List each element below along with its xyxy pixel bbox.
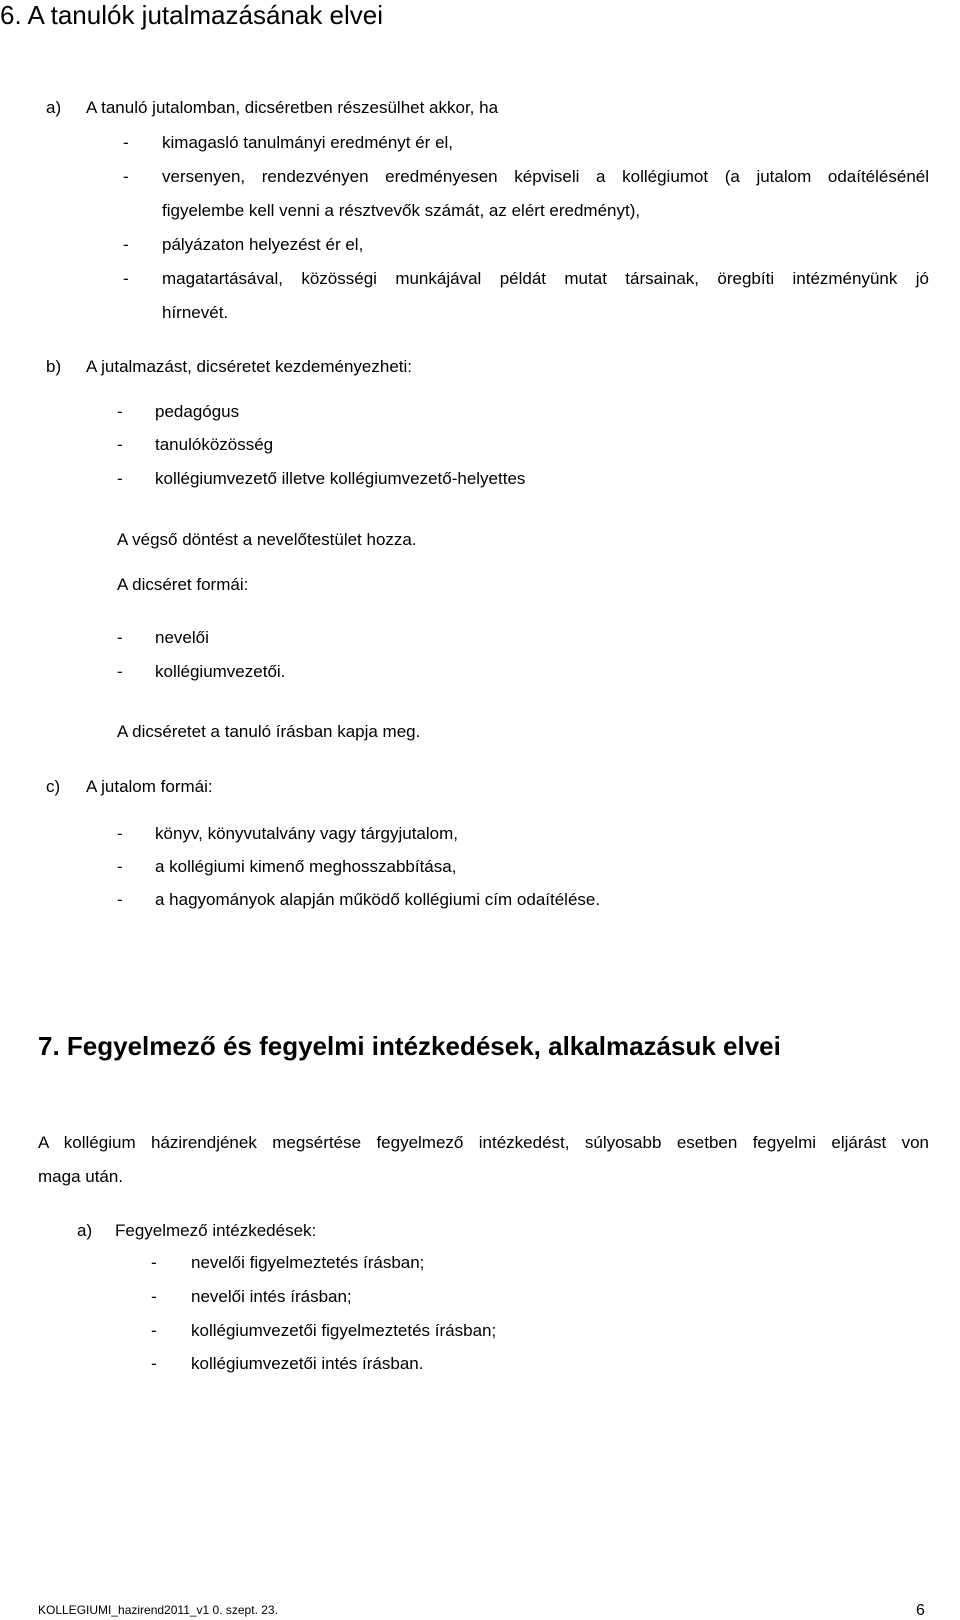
list-marker-a: a) <box>46 98 62 117</box>
list-item: a kollégiumi kimenő meghosszabbítása, <box>155 857 457 876</box>
footer-document-name: KOLLEGIUMI_hazirend2011_v1 0. szept. 23. <box>38 1603 278 1617</box>
disciplinary-measures-title: Fegyelmező intézkedések: <box>115 1221 317 1240</box>
list-marker-b: b) <box>46 357 62 376</box>
list-dash: - <box>123 167 129 186</box>
list-dash: - <box>117 402 123 421</box>
list-item: kollégiumvezető illetve kollégiumvezető-helyettes <box>155 469 526 488</box>
list-item: kollégiumvezetői. <box>155 662 286 681</box>
list-dash: - <box>151 1253 157 1272</box>
list-dash: - <box>117 824 123 843</box>
list-item-continuation: figyelembe kell venni a résztvevők számát, az elért eredményt), <box>162 201 641 220</box>
list-item-continuation: hírnevét. <box>162 303 229 322</box>
praise-forms-title: A dicséret formái: <box>117 575 249 594</box>
section-7-title: 7. Fegyelmező és fegyelmi intézkedések, alkalmazásuk elvei <box>38 1031 781 1061</box>
list-item: versenyen, rendezvényen eredményesen képviseli a kollégiumot (a jutalom odaítélésénél <box>162 167 929 186</box>
list-item: kollégiumvezetői figyelmeztetés írásban; <box>191 1321 497 1340</box>
list-marker-a: a) <box>77 1221 93 1240</box>
list-dash: - <box>151 1321 157 1340</box>
list-item: könyv, könyvutalvány vagy tárgyjutalom, <box>155 824 458 843</box>
list-item: nevelői <box>155 628 209 647</box>
section-6-title: 6. A tanulók jutalmazásának elvei <box>0 0 384 30</box>
list-item: pedagógus <box>155 402 240 421</box>
list-item: tanulóközösség <box>155 435 274 454</box>
list-item: a hagyományok alapján működő kollégiumi cím odaítélése. <box>155 890 601 909</box>
page-number: 6 <box>916 1602 925 1619</box>
section-7-intro-line: A kollégium házirendjének megsértése fegyelmező intézkedést, súlyosabb esetben fegyelmi eljárást von <box>38 1133 929 1152</box>
section-7-intro-line: maga után. <box>38 1167 124 1186</box>
list-dash: - <box>123 133 129 152</box>
praise-written-text: A dicséretet a tanuló írásban kapja meg. <box>117 722 421 741</box>
list-marker-c: c) <box>46 777 61 796</box>
list-dash: - <box>117 662 123 681</box>
list-item: nevelői intés írásban; <box>191 1287 352 1306</box>
list-item: kollégiumvezetői intés írásban. <box>191 1354 424 1373</box>
list-item: magatartásával, közösségi munkájával példát mutat társainak, öregbíti intézményünk jó <box>162 269 929 288</box>
list-item: pályázaton helyezést ér el, <box>162 235 364 254</box>
list-dash: - <box>151 1354 157 1373</box>
paragraph-a-intro: A tanuló jutalomban, dicséretben részesülhet akkor, ha <box>86 98 499 117</box>
list-dash: - <box>117 435 123 454</box>
paragraph-c-intro: A jutalom formái: <box>86 777 213 796</box>
list-dash: - <box>117 628 123 647</box>
list-item: kimagasló tanulmányi eredményt ér el, <box>162 133 454 152</box>
list-dash: - <box>151 1287 157 1306</box>
list-dash: - <box>117 857 123 876</box>
list-dash: - <box>117 890 123 909</box>
list-dash: - <box>123 269 129 288</box>
list-dash: - <box>117 469 123 488</box>
paragraph-b-intro: A jutalmazást, dicséretet kezdeményezheti: <box>86 357 412 376</box>
list-item: nevelői figyelmeztetés írásban; <box>191 1253 425 1272</box>
list-dash: - <box>123 235 129 254</box>
decision-text: A végső döntést a nevelőtestület hozza. <box>117 530 417 549</box>
